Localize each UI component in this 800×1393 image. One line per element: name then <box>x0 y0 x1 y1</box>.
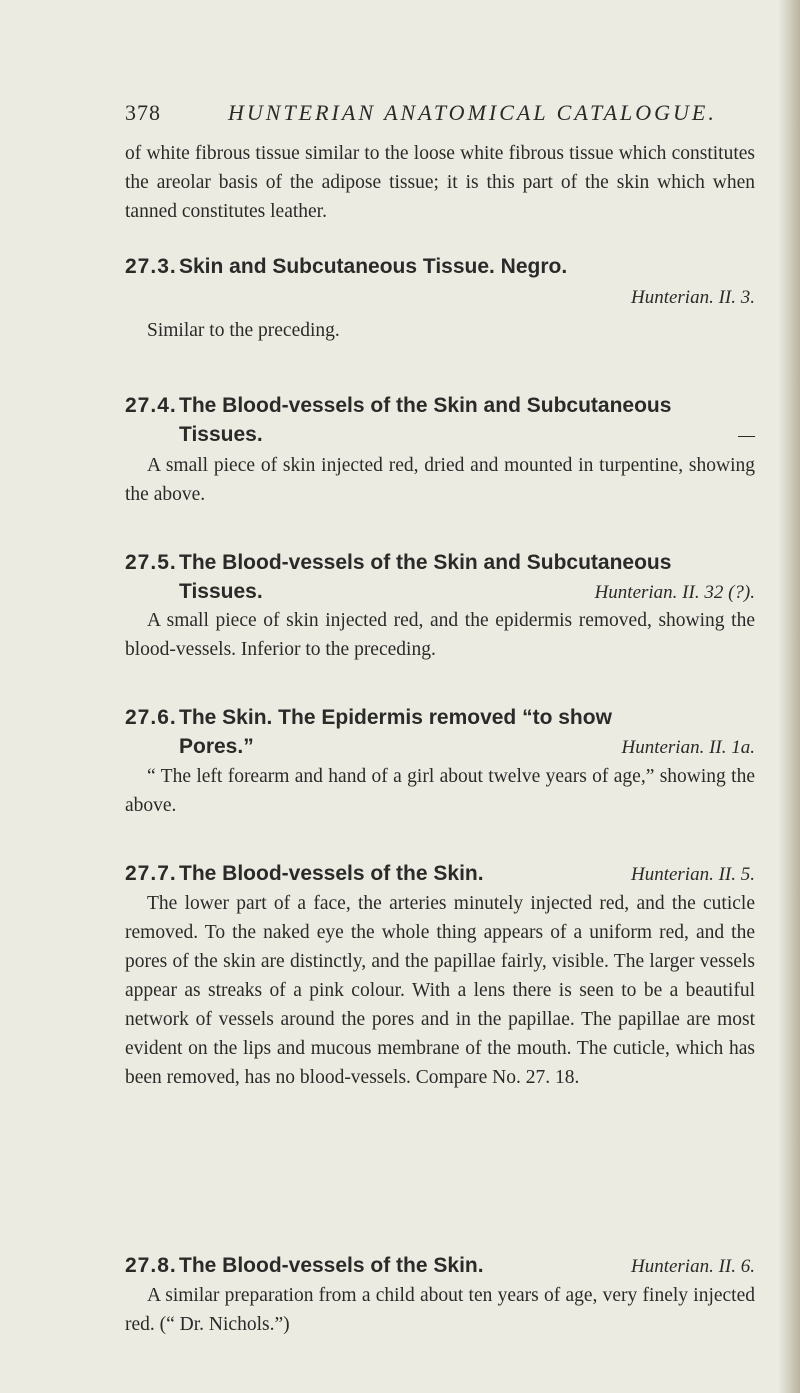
entry-title-text: The Blood-vessels of the Skin and Subcutaneous <box>179 394 672 417</box>
entry-reference-27-8: Hunterian. II. 6. <box>630 1256 755 1277</box>
entry-description-27-3: Similar to the preceding. <box>147 320 340 341</box>
entry-description-27-4: A small piece of skin injected red, dried and mounted in turpentine, showing the above. <box>125 455 755 505</box>
entry-number: 27.7. <box>125 862 177 885</box>
entry-description-27-6: “ The left forearm and hand of a girl about twelve years of age,” showing the above. <box>125 766 755 816</box>
entry-title-27-7 <box>125 859 755 889</box>
entry-title-27-6 <box>125 703 755 762</box>
entry-title-text: The Skin. The Epidermis removed “to show <box>179 706 612 729</box>
entry-number: 27.6. <box>125 706 177 729</box>
entry-description-27-7: The lower part of a face, the arteries minutely injected red, and the cuticle removed. To the naked eye the whole thing appears of a uniform red, and the pores of the skin are distinctly, and the papillae fairly, visible. The larger vessels appear as streaks of a pink colour. With a lens there is seen to be a beautiful network of vessels around the pores and in the papillae. The papillae are most evident on the lips and mucous membrane of the mouth. The cuticle, which has been removed, has no blood-vessels. Compare No. 27. 18. <box>125 893 755 1088</box>
page-number: 378 <box>125 100 161 125</box>
entry-title-text: The Blood-vessels of the Skin. <box>179 1254 484 1277</box>
entry-title-text: Skin and Subcutaneous Tissue. Negro. <box>179 255 568 278</box>
entry-title-text: The Blood-vessels of the Skin. <box>179 862 484 885</box>
entry-description-27-5: A small piece of skin injected red, and the epidermis removed, showing the blood-vessels. Inferior to the preceding. <box>125 610 755 660</box>
entry-title-27-5 <box>125 548 755 607</box>
entry-title-text-cont: Pores.” <box>179 735 254 758</box>
entry-description-27-8: A similar preparation from a child about ten years of age, very finely injected red. (“ Dr. Nichols.”) <box>125 1285 755 1335</box>
entry-title-text-cont: Tissues. <box>179 580 263 603</box>
entry-reference-27-5: Hunterian. II. 32 (?). <box>594 582 755 603</box>
entry-number: 27.5. <box>125 551 177 574</box>
entry-title-text-cont: Tissues. <box>179 423 263 446</box>
running-title: HUNTERIAN ANATOMICAL CATALOGUE. <box>228 100 717 125</box>
entry-reference-27-4: — <box>738 425 755 446</box>
entry-reference-27-7: Hunterian. II. 5. <box>630 864 755 885</box>
entry-title-27-3 <box>125 252 755 281</box>
entry-number: 27.3. <box>125 255 177 278</box>
page-edge-shadow <box>778 0 800 1393</box>
entry-title-text: The Blood-vessels of the Skin and Subcutaneous <box>179 551 672 574</box>
entry-reference-27-6: Hunterian. II. 1a. <box>621 737 755 758</box>
entry-number: 27.4. <box>125 394 177 417</box>
entry-title-27-4 <box>125 391 755 450</box>
intro-paragraph: of white fibrous tissue similar to the loose white fibrous tissue which constitutes the areolar basis of the adipose tissue; it is this part of the skin which when tanned constitutes leather. <box>125 143 755 222</box>
entry-reference-27-3: Hunterian. II. 3. <box>630 287 755 308</box>
page-header <box>125 100 745 130</box>
entry-number: 27.8. <box>125 1254 177 1277</box>
entry-title-27-8 <box>125 1251 755 1281</box>
